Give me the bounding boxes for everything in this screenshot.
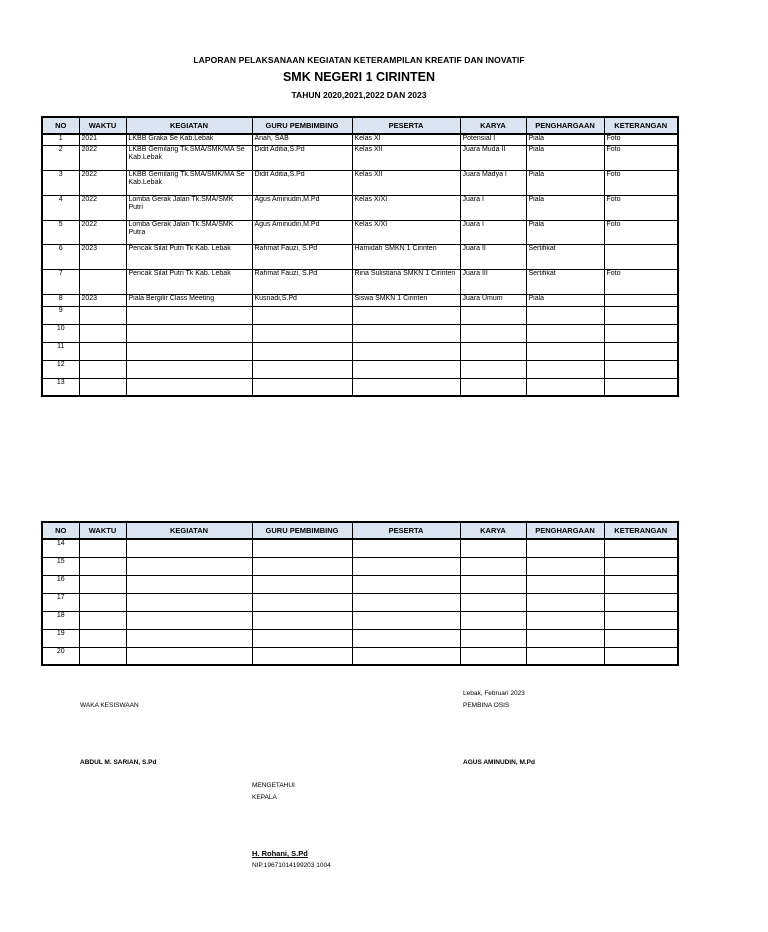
cell-no: 12 [42, 360, 79, 378]
cell-kegiatan [126, 134, 252, 145]
cell-guru [252, 378, 352, 396]
cell-penghargaan: Piala [526, 134, 604, 145]
col-no-header: NO [42, 117, 79, 134]
cell-karya [460, 342, 526, 360]
cell-waktu: 2022 [79, 145, 126, 170]
col-karya-header: KARYA [460, 117, 526, 134]
cell-kegiatan-text: LKBB Graka Se Kab.Lebak [128, 135, 214, 142]
cell-peserta [352, 306, 460, 324]
cell-kegiatan-text: LKBB Gemilang Tk.SMA/SMK/MA Se Kab.Lebak [128, 145, 245, 161]
cell-penghargaan: Piala [526, 195, 604, 220]
table-row [42, 306, 678, 324]
cell-karya [460, 647, 526, 665]
cell-waktu [79, 539, 126, 557]
cell-kegiatan [126, 378, 252, 396]
cell-kegiatan [126, 360, 252, 378]
cell-penghargaan [526, 593, 604, 611]
cell-no: 4 [42, 195, 79, 220]
cell-karya [460, 360, 526, 378]
cell-keterangan [604, 324, 678, 342]
cell-penghargaan [526, 378, 604, 396]
cell-kegiatan [126, 539, 252, 557]
cell-kegiatan-text: LKBB Gemilang Tk.SMA/SMK/MA Se Kab.Lebak [128, 170, 245, 186]
cell-peserta [352, 539, 460, 557]
cell-penghargaan: Sertifikat [526, 269, 604, 294]
activity-table-2 [41, 521, 679, 666]
cell-karya [460, 306, 526, 324]
table-row [42, 557, 678, 575]
col-waktu-header: WAKTU [79, 117, 126, 134]
cell-penghargaan [526, 611, 604, 629]
cell-peserta [352, 342, 460, 360]
cell-kegiatan-text: Lomba Gerak Jalan Tk.SMA/SMK Putri [128, 195, 234, 211]
cell-karya: Juara I [460, 220, 526, 244]
cell-kegiatan [126, 170, 252, 195]
cell-kegiatan [126, 244, 252, 269]
cell-guru [252, 557, 352, 575]
pembina-name: AGUS AMINUDIN, M.Pd [463, 759, 535, 766]
cell-waktu [79, 324, 126, 342]
cell-kegiatan [126, 611, 252, 629]
cell-no: 5 [42, 220, 79, 244]
cell-no: 16 [42, 575, 79, 593]
cell-waktu: 2021 [79, 134, 126, 145]
cell-karya: Juara II [460, 244, 526, 269]
cell-no: 3 [42, 170, 79, 195]
cell-penghargaan [526, 306, 604, 324]
cell-waktu [79, 575, 126, 593]
col-penghargaan-header: PENGHARGAAN [526, 117, 604, 134]
cell-karya [460, 539, 526, 557]
cell-peserta [352, 647, 460, 665]
cell-guru [252, 539, 352, 557]
cell-keterangan: Foto [604, 170, 678, 195]
cell-no: 19 [42, 629, 79, 647]
cell-penghargaan [526, 324, 604, 342]
activity-table-1 [41, 116, 679, 397]
cell-keterangan [604, 342, 678, 360]
cell-peserta [352, 244, 460, 269]
cell-waktu [79, 306, 126, 324]
col-karya-header: KARYA [460, 522, 526, 539]
table-row [42, 269, 678, 294]
cell-karya: Juara III [460, 269, 526, 294]
cell-waktu: 2022 [79, 195, 126, 220]
table-row [42, 629, 678, 647]
cell-peserta [352, 557, 460, 575]
cell-penghargaan [526, 360, 604, 378]
cell-karya [460, 324, 526, 342]
cell-kegiatan [126, 647, 252, 665]
cell-keterangan: Foto [604, 145, 678, 170]
cell-no: 11 [42, 342, 79, 360]
cell-keterangan [604, 575, 678, 593]
cell-peserta [352, 170, 460, 195]
cell-waktu [79, 342, 126, 360]
cell-kegiatan [126, 575, 252, 593]
report-title: LAPORAN PELAKSANAAN KEGIATAN KETERAMPILAN KREATIF DAN INOVATIF [193, 55, 525, 65]
cell-peserta [352, 611, 460, 629]
table-row [42, 195, 678, 220]
cell-peserta [352, 324, 460, 342]
col-kegiatan-header: KEGIATAN [126, 522, 252, 539]
cell-penghargaan: Piala [526, 220, 604, 244]
cell-no: 10 [42, 324, 79, 342]
cell-penghargaan: Piala [526, 170, 604, 195]
cell-keterangan [604, 306, 678, 324]
cell-penghargaan [526, 539, 604, 557]
cell-guru [252, 324, 352, 342]
cell-waktu: 2023 [79, 244, 126, 269]
col-no-header: NO [42, 522, 79, 539]
cell-penghargaan: Piala [526, 294, 604, 306]
cell-guru: Kusnadi,S.Pd [252, 294, 352, 306]
cell-no: 13 [42, 378, 79, 396]
cell-kegiatan-text: Piala Bergilir Class Meeting [128, 294, 215, 302]
col-guru-header: GURU PEMBIMBING [252, 117, 352, 134]
cell-no: 1 [42, 134, 79, 145]
cell-penghargaan: Sertifikat [526, 244, 604, 269]
col-keterangan-header: KETERANGAN [604, 522, 678, 539]
cell-penghargaan [526, 342, 604, 360]
cell-karya [460, 557, 526, 575]
cell-karya: Juara I [460, 195, 526, 220]
cell-peserta [352, 360, 460, 378]
kepala-nip: NIP.19671014199203 1004 [252, 862, 331, 869]
cell-waktu [79, 647, 126, 665]
cell-no: 9 [42, 306, 79, 324]
cell-kegiatan-text: Lomba Gerak Jalan Tk.SMA/SMK Putra [128, 220, 234, 236]
cell-keterangan [604, 557, 678, 575]
cell-peserta-text: Rina Sulistiana SMKN 1 Cirinten [354, 269, 456, 277]
cell-peserta-text: Siswa SMKN 1 Cirinten [354, 294, 428, 302]
cell-guru [252, 629, 352, 647]
cell-karya: Potensial I [460, 134, 526, 145]
table-row [42, 575, 678, 593]
cell-no: 17 [42, 593, 79, 611]
cell-waktu [79, 611, 126, 629]
cell-kegiatan [126, 342, 252, 360]
table-row [42, 134, 678, 145]
table-header-row [42, 522, 678, 539]
cell-guru: Anah, SAB [252, 134, 352, 145]
cell-peserta [352, 294, 460, 306]
cell-no: 15 [42, 557, 79, 575]
cell-kegiatan [126, 306, 252, 324]
cell-keterangan [604, 611, 678, 629]
cell-guru [252, 306, 352, 324]
cell-penghargaan [526, 629, 604, 647]
cell-karya: Juara Umum [460, 294, 526, 306]
cell-waktu [79, 360, 126, 378]
cell-kegiatan [126, 593, 252, 611]
cell-keterangan [604, 593, 678, 611]
cell-karya [460, 611, 526, 629]
col-kegiatan-header: KEGIATAN [126, 117, 252, 134]
cell-peserta [352, 378, 460, 396]
table-row [42, 539, 678, 557]
report-years: TAHUN 2020,2021,2022 DAN 2023 [291, 90, 427, 100]
cell-peserta [352, 195, 460, 220]
cell-guru [252, 360, 352, 378]
cell-kegiatan-text: Pencak Silat Putri Tk Kab. Lebak [128, 269, 231, 277]
table-row [42, 647, 678, 665]
cell-kegiatan [126, 557, 252, 575]
cell-no: 7 [42, 269, 79, 294]
cell-keterangan: Foto [604, 269, 678, 294]
cell-kegiatan-text: Pencak Silat Putri Tk Kab. Lebak [128, 244, 231, 252]
table-header-row [42, 117, 678, 134]
cell-guru [252, 593, 352, 611]
cell-peserta-text: Kelas XI [354, 135, 381, 142]
table-row [42, 324, 678, 342]
cell-kegiatan [126, 324, 252, 342]
cell-peserta-text: Kelas XII [354, 170, 383, 178]
cell-peserta-text: Kelas XII [354, 145, 383, 153]
table-row [42, 145, 678, 170]
kepala-label: KEPALA [252, 794, 277, 801]
table-row [42, 170, 678, 195]
table-row [42, 294, 678, 306]
cell-penghargaan: Piala [526, 145, 604, 170]
cell-guru [252, 575, 352, 593]
kepala-name: H. Rohani, S.Pd [252, 849, 308, 858]
cell-penghargaan [526, 575, 604, 593]
cell-peserta-text: Kelas X/XI [354, 195, 388, 203]
cell-waktu [79, 629, 126, 647]
cell-no: 2 [42, 145, 79, 170]
cell-karya [460, 575, 526, 593]
col-keterangan-header: KETERANGAN [604, 117, 678, 134]
cell-keterangan: Foto [604, 195, 678, 220]
table-row [42, 220, 678, 244]
table-row [42, 342, 678, 360]
pembina-title: PEMBINA OSIS [463, 702, 510, 709]
cell-karya [460, 629, 526, 647]
cell-keterangan [604, 360, 678, 378]
table-row [42, 244, 678, 269]
cell-keterangan [604, 244, 678, 269]
cell-guru: Didit Aditia,S.Pd [252, 170, 352, 195]
cell-waktu: 2023 [79, 294, 126, 306]
cell-guru: Agus Aminudin,M.Pd [252, 220, 352, 244]
waka-title: WAKA KESISWAAN [80, 702, 139, 709]
cell-waktu [79, 593, 126, 611]
table-row [42, 378, 678, 396]
cell-no: 18 [42, 611, 79, 629]
col-peserta-header: PESERTA [352, 522, 460, 539]
col-peserta-header: PESERTA [352, 117, 460, 134]
cell-kegiatan [126, 629, 252, 647]
table-row [42, 360, 678, 378]
cell-keterangan: Foto [604, 134, 678, 145]
cell-kegiatan [126, 195, 252, 220]
cell-peserta [352, 629, 460, 647]
cell-kegiatan [126, 294, 252, 306]
cell-keterangan: Foto [604, 220, 678, 244]
cell-guru [252, 647, 352, 665]
cell-guru [252, 611, 352, 629]
cell-no: 14 [42, 539, 79, 557]
cell-peserta [352, 575, 460, 593]
table-row [42, 611, 678, 629]
cell-no: 6 [42, 244, 79, 269]
cell-keterangan [604, 294, 678, 306]
cell-waktu: 2022 [79, 170, 126, 195]
cell-waktu: 2022 [79, 220, 126, 244]
cell-karya [460, 593, 526, 611]
cell-keterangan [604, 647, 678, 665]
cell-peserta [352, 145, 460, 170]
cell-peserta-text: Kelas X/XI [354, 220, 388, 228]
col-waktu-header: WAKTU [79, 522, 126, 539]
cell-karya: Juara Madya I [460, 170, 526, 195]
cell-waktu [79, 378, 126, 396]
cell-peserta-text: Hamidah SMKN 1 Cirinten [354, 244, 437, 252]
cell-karya [460, 378, 526, 396]
cell-kegiatan [126, 269, 252, 294]
cell-guru: Rahmat Fauzi, S.Pd [252, 269, 352, 294]
cell-karya: Juara Muda II [460, 145, 526, 170]
cell-waktu [79, 269, 126, 294]
cell-no: 8 [42, 294, 79, 306]
col-penghargaan-header: PENGHARGAAN [526, 522, 604, 539]
place-date: Lebak, Februari 2023 [463, 690, 525, 697]
table-row [42, 593, 678, 611]
cell-waktu [79, 557, 126, 575]
cell-peserta [352, 220, 460, 244]
cell-peserta [352, 269, 460, 294]
cell-keterangan [604, 378, 678, 396]
school-name: SMK NEGERI 1 CIRINTEN [282, 70, 436, 84]
cell-penghargaan [526, 647, 604, 665]
cell-guru: Didit Aditia,S.Pd [252, 145, 352, 170]
cell-peserta [352, 134, 460, 145]
cell-guru: Rahmat Fauzi, S.Pd [252, 244, 352, 269]
cell-keterangan [604, 629, 678, 647]
cell-penghargaan [526, 557, 604, 575]
cell-kegiatan [126, 145, 252, 170]
col-guru-header: GURU PEMBIMBING [252, 522, 352, 539]
cell-no: 20 [42, 647, 79, 665]
cell-peserta [352, 593, 460, 611]
waka-name: ABDUL M. SARIAN, S.Pd [80, 759, 157, 766]
mengetahui-label: MENGETAHUI [252, 782, 295, 789]
cell-guru: Agus Aminudin,M.Pd [252, 195, 352, 220]
cell-kegiatan [126, 220, 252, 244]
cell-guru [252, 342, 352, 360]
cell-keterangan [604, 539, 678, 557]
